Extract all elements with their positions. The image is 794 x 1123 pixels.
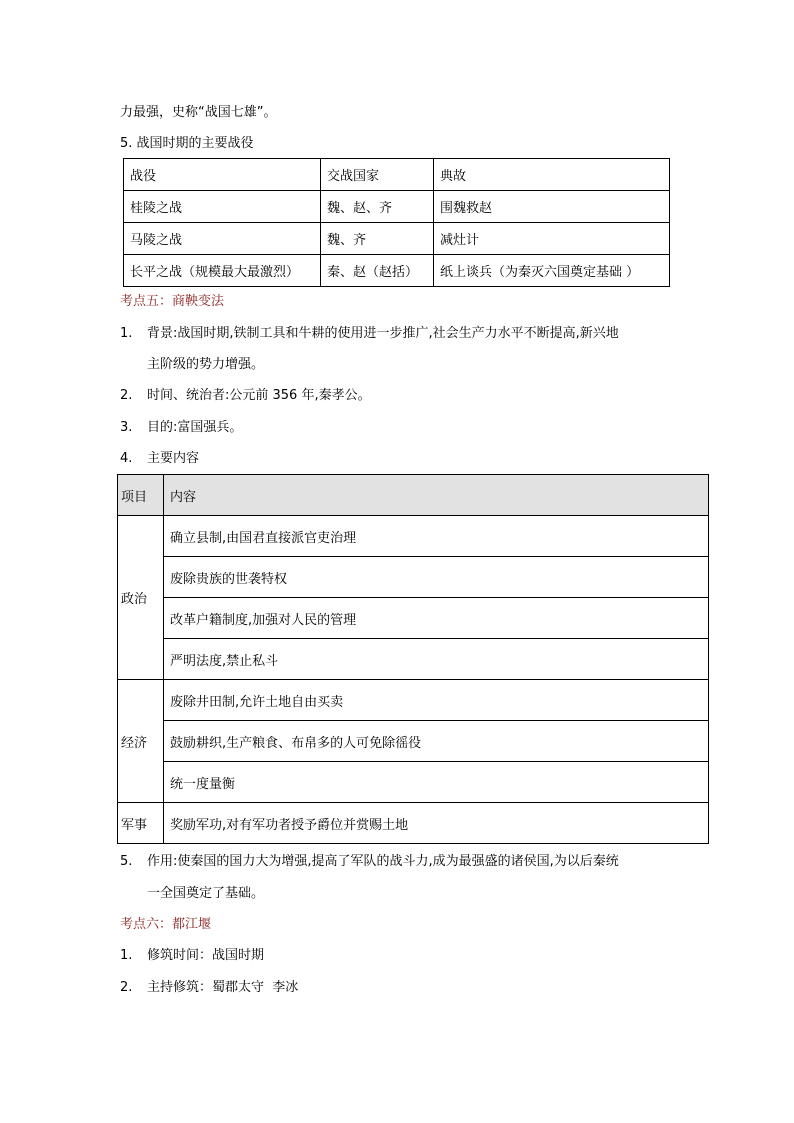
table-cell: 马陵之战 xyxy=(124,223,321,255)
table-cell: 严明法度,禁止私斗 xyxy=(164,639,709,680)
battles-table xyxy=(123,158,670,287)
table-cell: 奖励军功,对有军功者授予爵位并赏赐土地 xyxy=(164,803,709,844)
table-cell: 改革户籍制度,加强对人民的管理 xyxy=(164,598,709,639)
table-cell: 围魏救赵 xyxy=(434,191,670,223)
table-cell: 秦、赵（赵括） xyxy=(321,255,434,287)
list-text: 主持修筑：蜀郡太守 李冰 xyxy=(147,980,299,995)
table-row xyxy=(118,516,709,557)
table-cell: 废除贵族的世袭特权 xyxy=(164,557,709,598)
table-header-cell: 交战国家 xyxy=(321,159,434,191)
list-text: 目的:富国强兵。 xyxy=(147,420,243,435)
table-row xyxy=(118,680,709,721)
list-text: 背景:战国时期,铁制工具和牛耕的使用进一步推广,社会生产力水平不断提高,新兴地 xyxy=(147,326,619,341)
table-row xyxy=(118,762,709,803)
table-cell: 统一度量衡 xyxy=(164,762,709,803)
list-item xyxy=(120,946,264,966)
table-header-cell: 典故 xyxy=(434,159,670,191)
list-item xyxy=(120,449,199,469)
list-text: 主要内容 xyxy=(147,451,200,466)
table-cell: 桂陵之战 xyxy=(124,191,321,223)
table-row xyxy=(118,721,709,762)
list-item xyxy=(120,852,619,872)
list-number: 4. xyxy=(120,451,133,466)
list-text: 修筑时间：战国时期 xyxy=(147,948,265,963)
list-number: 3. xyxy=(120,420,133,435)
list-item-continuation: 一全国奠定了基础。 xyxy=(147,886,265,901)
list-number: 1. xyxy=(120,948,133,963)
list-item-continuation: 主阶级的势力增强。 xyxy=(147,357,265,372)
table-row xyxy=(118,639,709,680)
table-cell: 魏、赵、齐 xyxy=(321,191,434,223)
table-cell: 魏、齐 xyxy=(321,223,434,255)
list-number: 2. xyxy=(120,980,133,995)
table-cell: 长平之战（规模最大最激烈） xyxy=(124,255,321,287)
table-header-row xyxy=(124,159,670,191)
table-header-cell: 项目 xyxy=(118,475,164,516)
table-header-cell: 战役 xyxy=(124,159,321,191)
table-row xyxy=(118,803,709,844)
table-category-cell: 政治 xyxy=(118,516,164,680)
list-text: 作用:使秦国的国力大为增强,提高了军队的战斗力,成为最强盛的诸侯国,为以后秦统 xyxy=(147,854,619,869)
list-item xyxy=(120,418,242,438)
table-row xyxy=(118,557,709,598)
table-row xyxy=(118,598,709,639)
table-header-cell: 内容 xyxy=(164,475,709,516)
list-item xyxy=(120,324,619,344)
list-number: 2. xyxy=(120,388,133,403)
table-cell: 纸上谈兵（为秦灭六国奠定基础 ） xyxy=(434,255,670,287)
list-number: 1. xyxy=(120,326,133,341)
table-row xyxy=(124,255,670,287)
section-subtitle-battles: 5. 战国时期的主要战役 xyxy=(120,136,254,151)
table-cell: 减灶计 xyxy=(434,223,670,255)
section-heading-dujiangyan: 考点六：都江堰 xyxy=(120,917,212,932)
text-line: 力最强，史称“战国七雄”。 xyxy=(120,105,277,120)
table-row xyxy=(124,191,670,223)
table-cell: 鼓励耕织,生产粮食、布帛多的人可免除徭役 xyxy=(164,721,709,762)
section-heading-shang-yang: 考点五：商鞅变法 xyxy=(120,294,225,309)
table-cell: 废除井田制,允许土地自由买卖 xyxy=(164,680,709,721)
list-text: 时间、统治者:公元前 356 年,秦孝公。 xyxy=(147,388,371,403)
list-item xyxy=(120,386,371,406)
table-cell: 确立县制,由国君直接派官吏治理 xyxy=(164,516,709,557)
table-category-cell: 军事 xyxy=(118,803,164,844)
list-number: 5. xyxy=(120,854,133,869)
table-row xyxy=(124,223,670,255)
table-category-cell: 经济 xyxy=(118,680,164,803)
reform-table xyxy=(117,474,709,844)
list-item xyxy=(120,978,298,998)
table-header-row xyxy=(118,475,709,516)
